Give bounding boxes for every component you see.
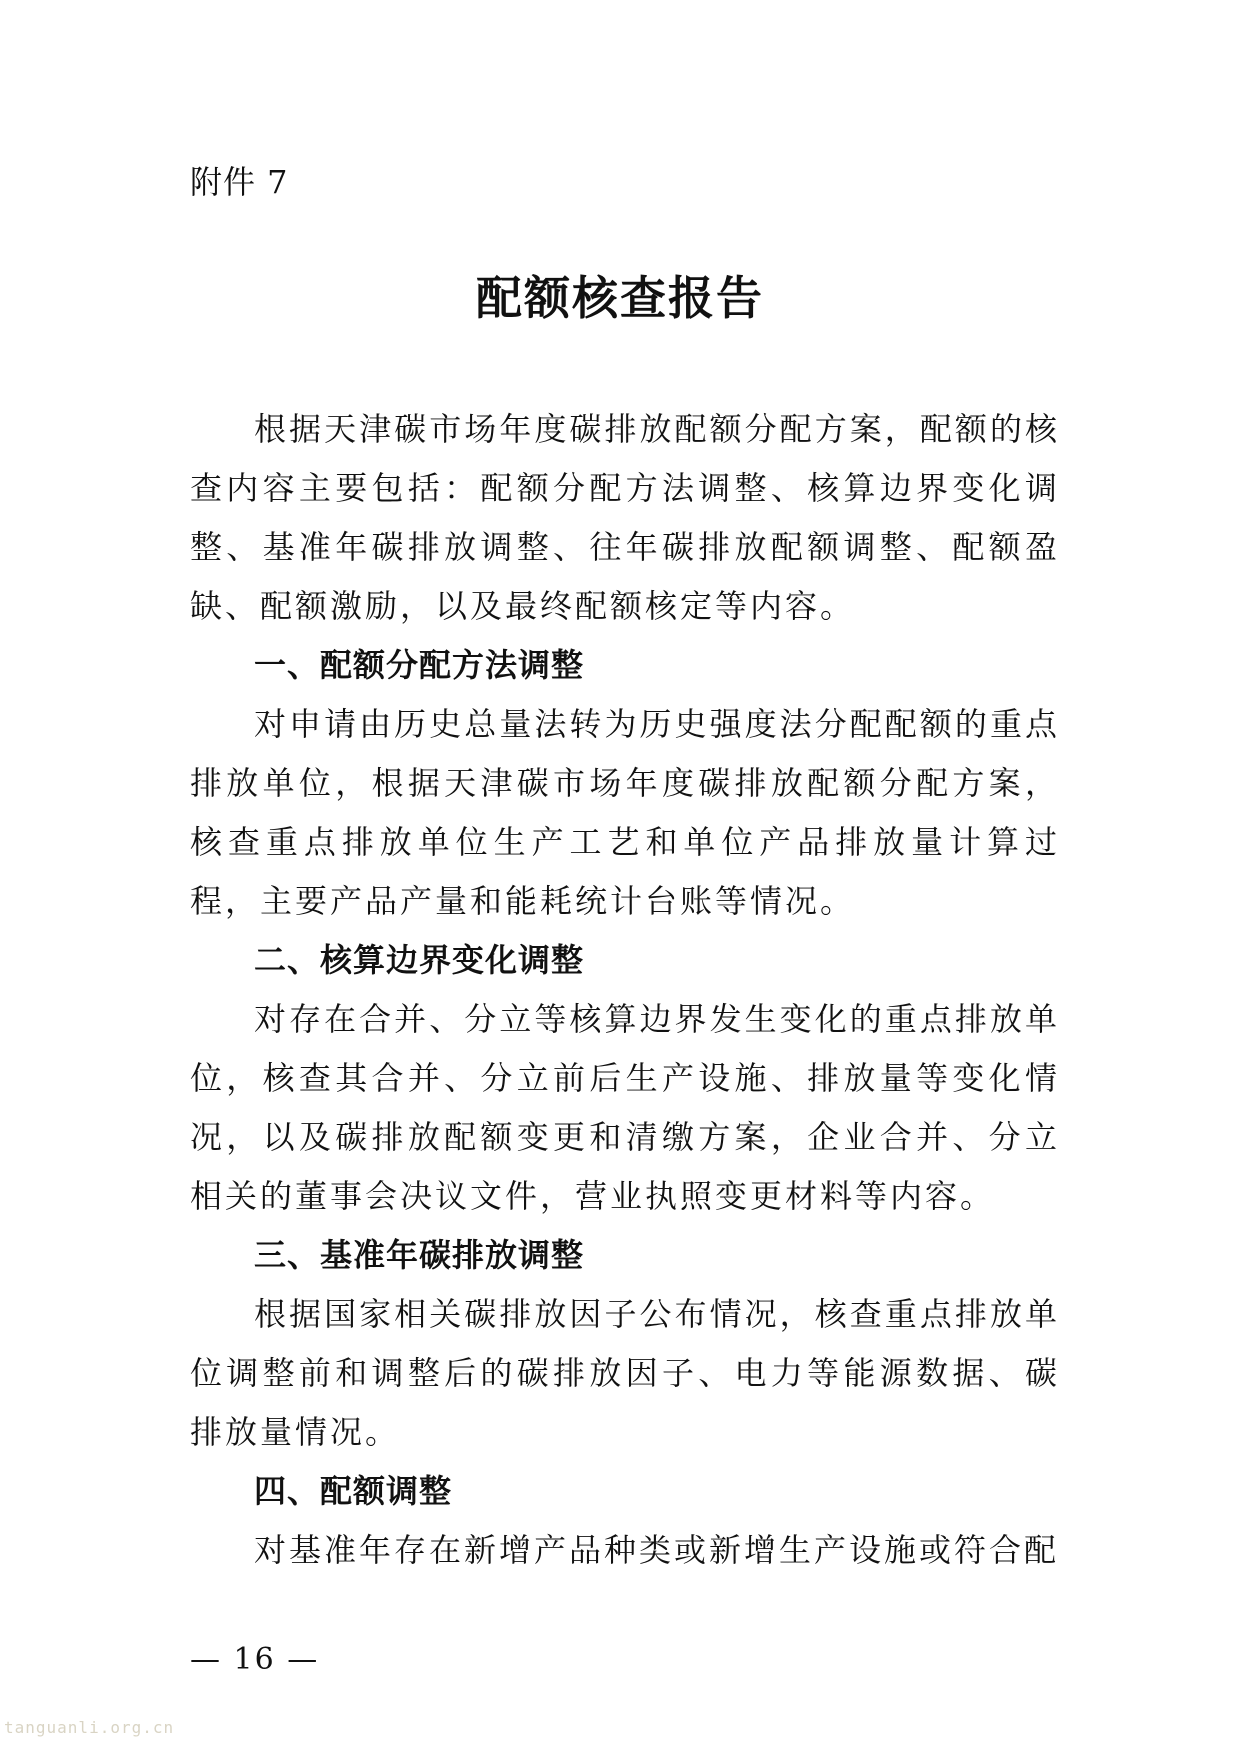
section-body-3: 根据国家相关碳排放因子公布情况，核查重点排放单位调整前和调整后的碳排放因子、电力等能源数据、碳排放量情况。 <box>190 1295 1060 1451</box>
section-body-4: 对基准年存在新增产品种类或新增生产设施或符合配 <box>254 1531 1060 1569</box>
site-watermark: tanguanli.org.cn <box>4 1718 175 1737</box>
section-body-1: 对申请由历史总量法转为历史强度法分配配额的重点排放单位，根据天津碳市场年度碳排放配额分配方案，核查重点排放单位生产工艺和单位产品排放量计算过程，主要产品产量和能耗统计台账等情况。 <box>190 705 1060 920</box>
page-number: — 16 — <box>190 1642 320 1677</box>
section-body-2: 对存在合并、分立等核算边界发生变化的重点排放单位，核查其合并、分立前后生产设施、排放量等变化情况，以及碳排放配额变更和清缴方案，企业合并、分立相关的董事会决议文件，营业执照变更材料等内容。 <box>190 1000 1060 1215</box>
section-heading-2: 二、核算边界变化调整 <box>254 941 585 979</box>
intro-paragraph: 根据天津碳市场年度碳排放配额分配方案，配额的核查内容主要包括：配额分配方法调整、核算边界变化调整、基准年碳排放调整、往年碳排放配额调整、配额盈缺、配额激励，以及最终配额核定等内容。 <box>190 410 1060 625</box>
attachment-label: 附件 7 <box>190 163 289 201</box>
document-body <box>190 400 1060 1580</box>
document-title: 配额核查报告 <box>476 271 764 325</box>
section-heading-3: 三、基准年碳排放调整 <box>254 1236 585 1274</box>
section-heading-1: 一、配额分配方法调整 <box>254 646 585 684</box>
section-heading-4: 四、配额调整 <box>254 1472 453 1510</box>
